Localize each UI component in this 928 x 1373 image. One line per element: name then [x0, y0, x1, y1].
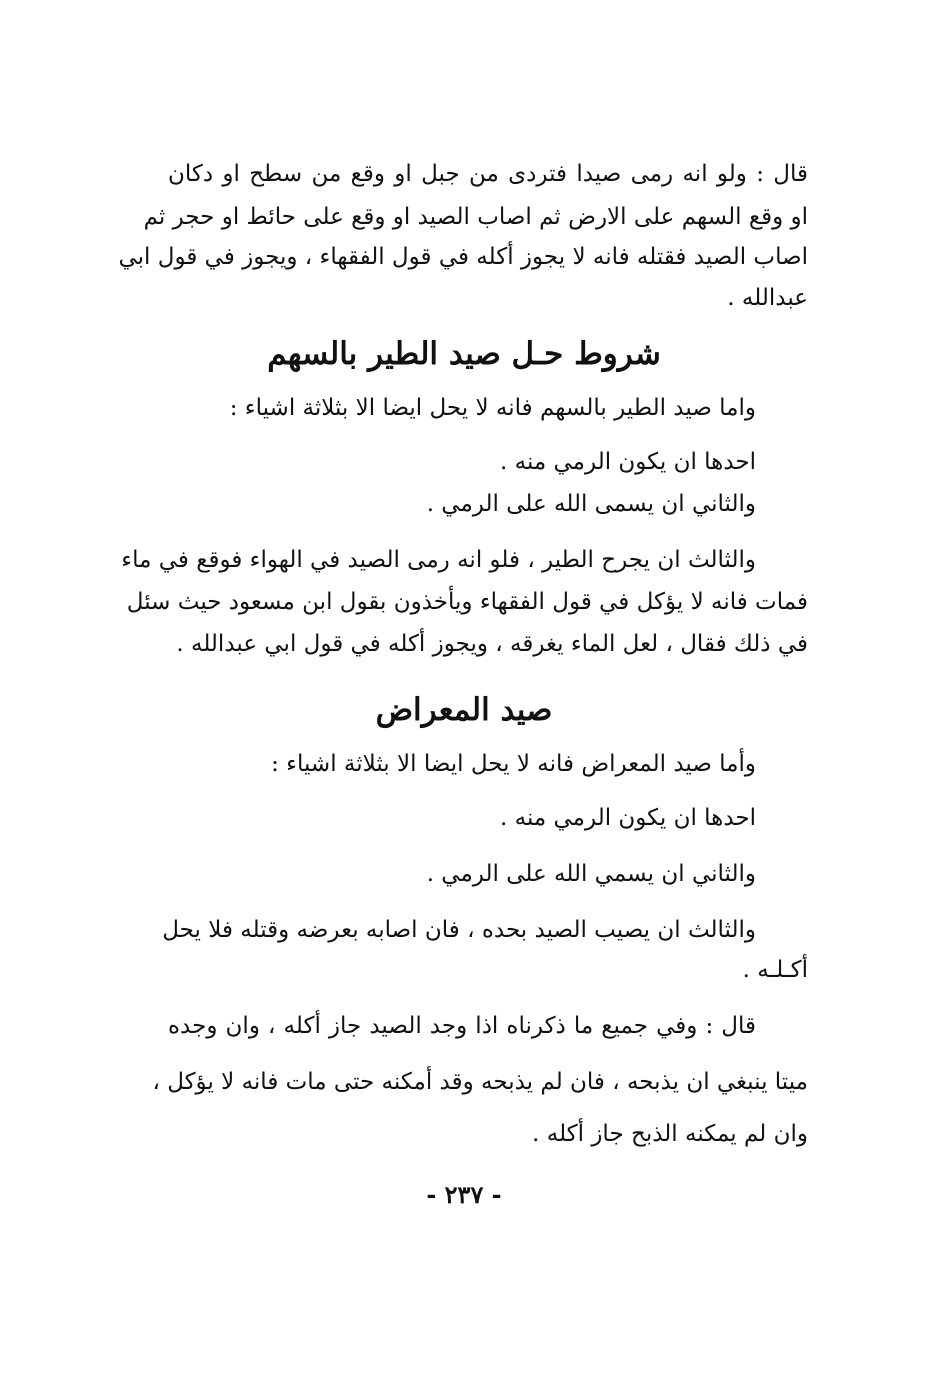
section-intro: واما صيد الطير بالسهم فانه لا يحل ايضا الا بثلاثة اشياء : — [229, 395, 756, 421]
list-item: احدها ان يكون الرمي منه . — [499, 805, 756, 831]
list-item: والثاني ان يسمى الله على الرمي . — [426, 491, 756, 517]
paragraph-line: وان لم يمكنه الذبح جاز أكله . — [532, 1121, 808, 1147]
paragraph-line: والثالث ان يجرح الطير ، فلو انه رمى الصيد في الهواء فوقع في ماء — [121, 547, 756, 573]
list-item: والثاني ان يسمي الله على الرمي . — [426, 861, 756, 887]
section-heading: شروط حـل صيد الطير بالسهم — [267, 336, 661, 372]
paragraph-line: او وقع السهم على الارض ثم اصاب الصيد او وقع على حائط او حجر ثم — [143, 204, 808, 230]
paragraph-line: والثالث ان يصيب الصيد بحده ، فان اصابه بعرضه وقتله فلا يحل — [162, 917, 756, 943]
paragraph-line: قال : ولو انه رمى صيدا فتردى من جبل او وقع من سطح او دكان — [168, 161, 808, 187]
section-heading: صيد المعراض — [375, 692, 553, 728]
list-item: احدها ان يكون الرمي منه . — [499, 449, 756, 475]
paragraph-line: قال : وفي جميع ما ذكرناه اذا وجد الصيد جاز أكله ، وان وجده — [168, 1013, 756, 1039]
paragraph-line: في ذلك فقال ، لعل الماء يغرقه ، ويجوز أكله في قول ابي عبدالله . — [176, 631, 808, 657]
paragraph-line: اصاب الصيد فقتله فانه لا يجوز أكله في قول الفقهاء ، ويجوز في قول ابي — [118, 244, 808, 270]
paragraph-line: أكـلـه . — [742, 957, 808, 983]
section-intro: وأما صيد المعراض فانه لا يحل ايضا الا بثلاثة اشياء : — [271, 751, 756, 777]
paragraph-line: ميتا ينبغي ان يذبحه ، فان لم يذبحه وقد أمكنه حتى مات فانه لا يؤكل ، — [152, 1069, 808, 1095]
paragraph-line: عبدالله . — [727, 285, 808, 311]
page-number: - ٢٣٧ - — [426, 1180, 502, 1209]
paragraph-line: فمات فانه لا يؤكل في قول الفقهاء ويأخذون بقول ابن مسعود حيث سئل — [126, 589, 808, 615]
